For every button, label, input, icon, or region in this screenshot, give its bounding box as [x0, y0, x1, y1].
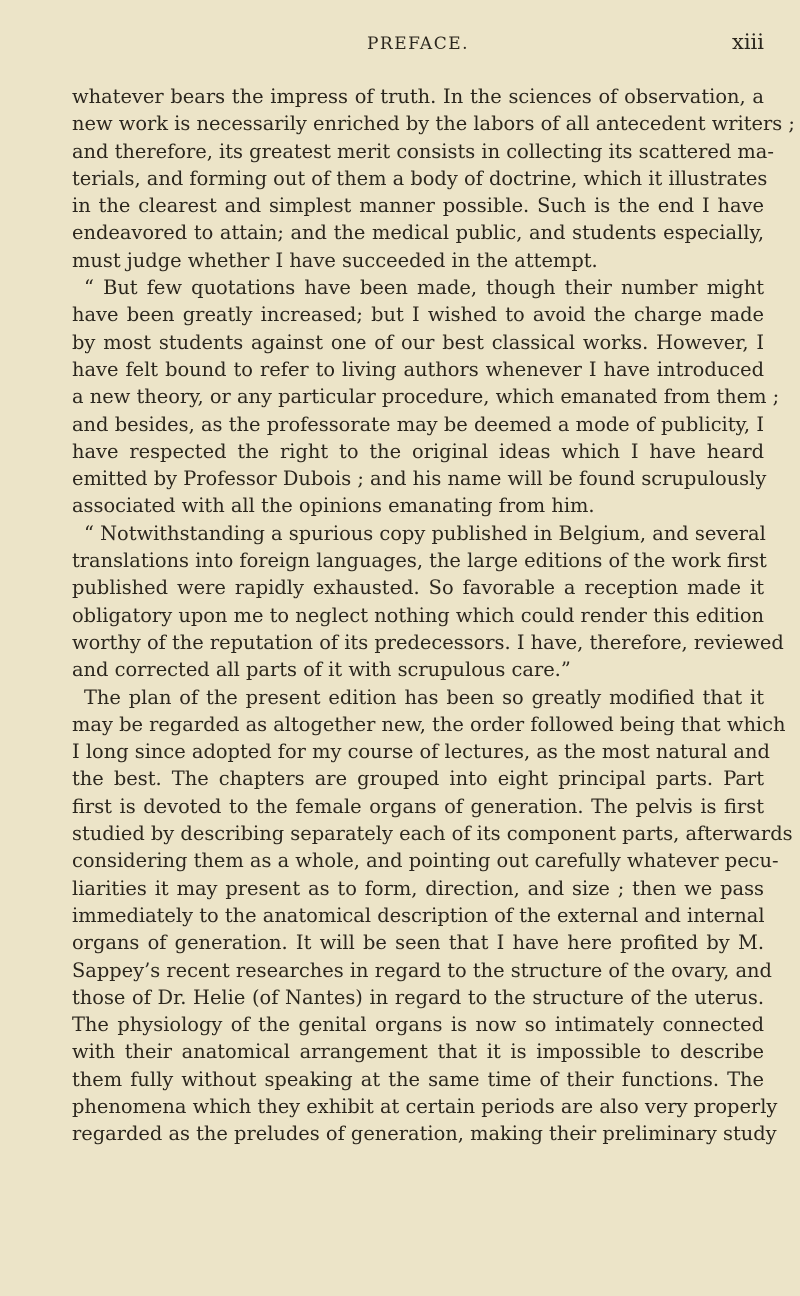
text-line: must judge whether I have succeeded in the attempt.	[72, 248, 598, 272]
text-line: and besides, as the professorate may be deemed a mode of publicity, I	[72, 412, 764, 436]
text-line: phenomena which they exhibit at certain periods are also very properly	[72, 1094, 778, 1118]
text-line: new work is necessarily enriched by the labors of all antecedent writers ;	[72, 112, 795, 136]
text-line: “ Notwithstanding a spurious copy published in Belgium, and several	[84, 521, 766, 545]
text-line: by most students against one of our best classical works. However, I	[72, 330, 764, 354]
text-line: with their anatomical arrangement that it is impossible to describe	[72, 1040, 764, 1064]
text-line: obligatory upon me to neglect nothing which could render this edition	[72, 603, 764, 627]
text-line: endeavored to attain; and the medical public, and students especially,	[72, 221, 764, 245]
text-line: Sappey’s recent researches in regard to the structure of the ovary, and	[72, 958, 772, 982]
text-line: The plan of the present edition has been so greatly modified that it	[84, 685, 764, 709]
text-line: have been greatly increased; but I wished to avoid the charge made	[72, 303, 764, 327]
text-line: have felt bound to refer to living authors whenever I have introduced	[72, 357, 764, 381]
text-line: associated with all the opinions emanating from him.	[72, 494, 595, 518]
text-line: worthy of the reputation of its predecessors. I have, therefore, reviewed	[72, 630, 784, 654]
text-line: may be regarded as altogether new, the order followed being that which	[72, 712, 786, 736]
text-line: The physiology of the genital organs is now so intimately connected	[72, 1013, 764, 1037]
text-line: immediately to the anatomical description of the external and internal	[72, 903, 765, 927]
text-line: emitted by Professor Dubois ; and his name will be found scrupulously	[72, 467, 767, 491]
text-line: the best. The chapters are grouped into eight principal parts. Part	[72, 767, 764, 791]
body-text	[72, 83, 795, 1148]
text-line: I long since adopted for my course of lectures, as the most natural and	[72, 740, 770, 764]
text-line: whatever bears the impress of truth. In the sciences of observation, a	[72, 85, 764, 108]
page-number: xiii	[732, 30, 764, 54]
running-title: PREFACE.	[366, 34, 470, 54]
text-line: and therefore, its greatest merit consists in collecting its scattered ma-	[72, 139, 774, 163]
text-line: first is devoted to the female organs of generation. The pelvis is first	[72, 794, 764, 818]
text-line: translations into foreign languages, the large editions of the work first	[72, 549, 767, 573]
text-line: liarities it may present as to form, direction, and size ; then we pass	[72, 876, 764, 900]
text-line: considering them as a whole, and pointing out carefully whatever pecu-	[72, 849, 779, 873]
running-header	[72, 30, 764, 60]
text-line: regarded as the preludes of generation, making their preliminary study	[72, 1122, 777, 1146]
text-line: those of Dr. Helie (of Nantes) in regard to the structure of the uterus.	[72, 985, 764, 1009]
text-line: a new theory, or any particular procedure, which emanated from them ;	[72, 385, 780, 409]
text-line: and corrected all parts of it with scrupulous care.”	[72, 658, 571, 682]
text-line: terials, and forming out of them a body of doctrine, which it illustrates	[72, 166, 768, 190]
text-line: have respected the right to the original ideas which I have heard	[72, 439, 764, 463]
text-line: published were rapidly exhausted. So favorable a reception made it	[72, 576, 764, 600]
text-line: them fully without speaking at the same time of their functions. The	[72, 1067, 764, 1091]
text-line: in the clearest and simplest manner possible. Such is the end I have	[72, 194, 764, 218]
text-line: studied by describing separately each of its component parts, afterwards	[72, 822, 793, 846]
text-line: organs of generation. It will be seen that I have here profited by M.	[72, 931, 764, 955]
text-line: “ But few quotations have been made, though their number might	[84, 276, 764, 300]
